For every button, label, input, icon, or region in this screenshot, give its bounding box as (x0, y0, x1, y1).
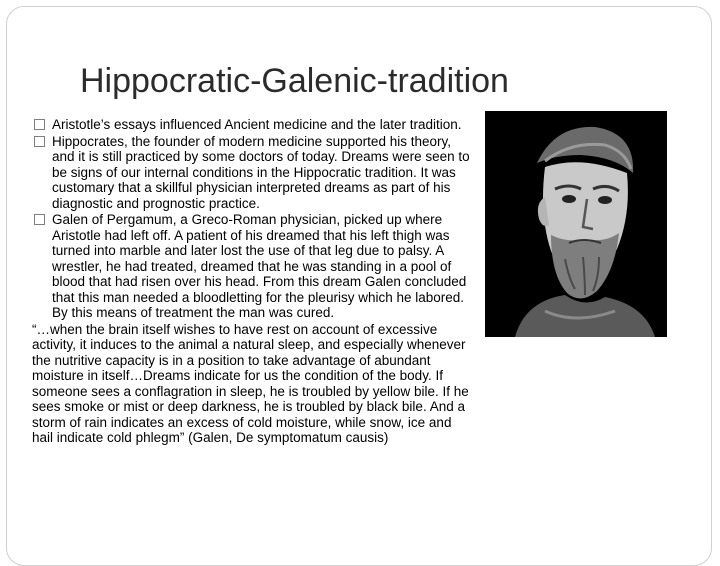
square-bullet-icon (34, 119, 45, 130)
bullet-item (32, 134, 472, 212)
square-bullet-icon (34, 136, 45, 147)
galen-portrait-icon (485, 111, 667, 337)
bullet-item (32, 117, 472, 133)
bullet-text: Galen of Pergamum, a Greco-Roman physician, picked up where Aristotle had left off. A patient of his dreamed that his left thigh was turned into marble and later lost the use of that leg due to palsy. A wrestler, he had treated, dreamed that he was standing in a pool of blood that had risen over his head. From this dream Galen concluded that this man needed a bloodletting for the pleurisy which he labored. By this means of treatment the man was cured. (52, 212, 467, 320)
bullet-text: Aristotle’s essays influenced Ancient medicine and the later tradition. (52, 117, 462, 132)
galen-quote: “…when the brain itself wishes to have rest on account of excessive activity, it induces to the animal a natural sleep, and especially whenever the nutritive capacity is in a position to take advantage of abundant moisture in itself…Dreams indicate for us the condition of the body. If someone sees a conflagration in sleep, he is troubled by yellow bile. If he sees smoke or mist or deep darkness, he is troubled by black bile. And a storm of rain indicates an excess of cold moisture, while snow, ice and hail indicate cold phlegm” (Galen, De symptomatum causis) (32, 321, 469, 445)
square-bullet-icon (34, 214, 45, 225)
bullet-item (32, 212, 472, 321)
bullet-text: Hippocrates, the founder of modern medicine supported his theory, and it is still practiced by some doctors of today. Dreams were seen to be signs of our internal conditions in the Hippocratic tradition. It was customary that a skillful physician interpreted dreams as part of his diagnostic and prognostic practice. (52, 133, 470, 211)
slide-content (32, 117, 472, 446)
slide-title: Hippocratic-Galenic-tradition (80, 62, 509, 100)
